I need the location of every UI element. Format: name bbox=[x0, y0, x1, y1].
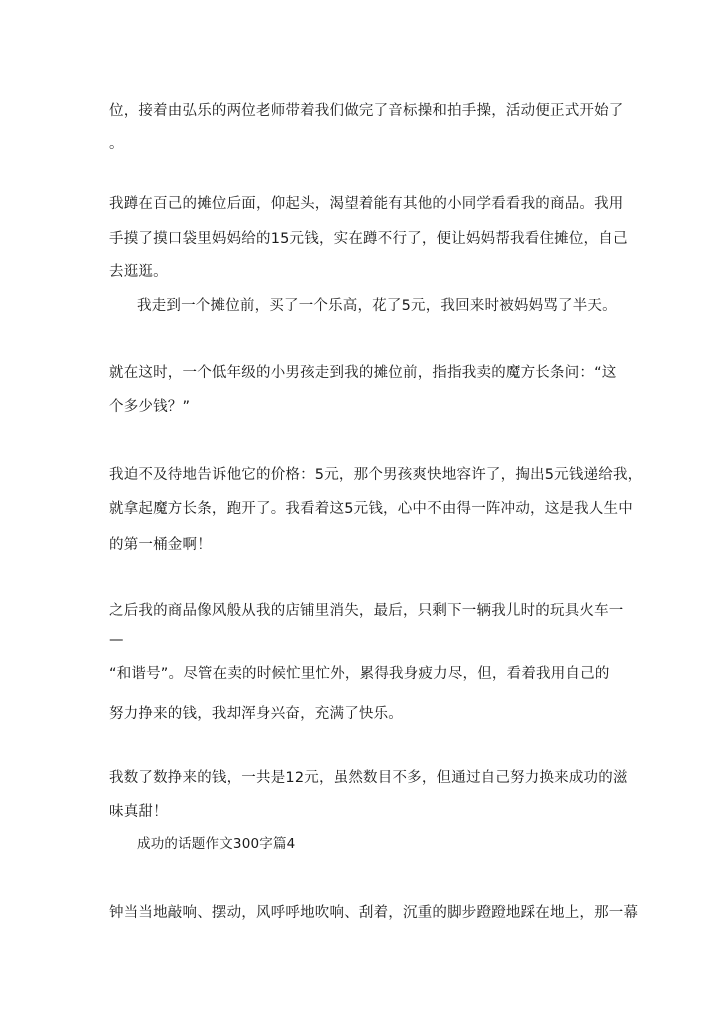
paragraph-line: 我蹲在百己的摊位后面，仰起头，渴望着能有其他的小同学看看我的商品。我用 bbox=[109, 196, 624, 212]
paragraph-line: 手摸了摸口袋里妈妈给的15元钱，实在蹲不行了，便让妈妈帮我看住摊位，自己 bbox=[109, 231, 628, 247]
paragraph-line: 钟当当地敲响、摆动，风呼呼地吹响、刮着，沉重的脚步蹬蹬地踩在地上，那一幕 bbox=[109, 905, 639, 921]
paragraph-line: 的第一桶金啊！ bbox=[109, 537, 212, 553]
paragraph-line: 就拿起魔方长条，跑开了。我看着这5元钱，心中不由得一阵冲动，这是我人生中 bbox=[109, 501, 633, 517]
paragraph-line: — bbox=[109, 632, 124, 648]
paragraph-line: 。 bbox=[109, 136, 124, 152]
paragraph-line: 去逛逛。 bbox=[109, 264, 168, 280]
paragraph-line: 之后我的商品像风般从我的店铺里消失，最后，只剩下一辆我儿时的玩具火车一 bbox=[109, 603, 624, 619]
paragraph-line: 我迫不及待地告诉他它的价格：5元，那个男孩爽快地容许了，掏出5元钱递给我， bbox=[109, 467, 643, 483]
paragraph-line: 我数了数挣来的钱，一共是12元，虽然数目不多，但通过自己努力换来成功的滋 bbox=[109, 770, 628, 786]
paragraph-line: 个多少钱？” bbox=[109, 399, 191, 415]
paragraph-line: 我走到一个摊位前，买了一个乐高，花了5元，我回来时被妈妈骂了半天。 bbox=[137, 298, 617, 314]
paragraph-line: 味真甜！ bbox=[109, 804, 168, 820]
paragraph-line: 就在这时，一个低年级的小男孩走到我的摊位前，指指我卖的魔方长条问：“这 bbox=[109, 365, 617, 381]
paragraph-line: “和谐号”。尽管在卖的时候忙里忙外，累得我身疲力尽，但，看着我用自己的 bbox=[109, 666, 610, 682]
section-heading: 成功的话题作文300字篇4 bbox=[137, 836, 296, 852]
paragraph-line: 位，接着由弘乐的两位老师带着我们做完了音标操和拍手操，活动便正式开始了 bbox=[109, 103, 624, 119]
paragraph-line: 努力挣来的钱，我却浑身兴奋，充满了快乐。 bbox=[109, 706, 403, 722]
